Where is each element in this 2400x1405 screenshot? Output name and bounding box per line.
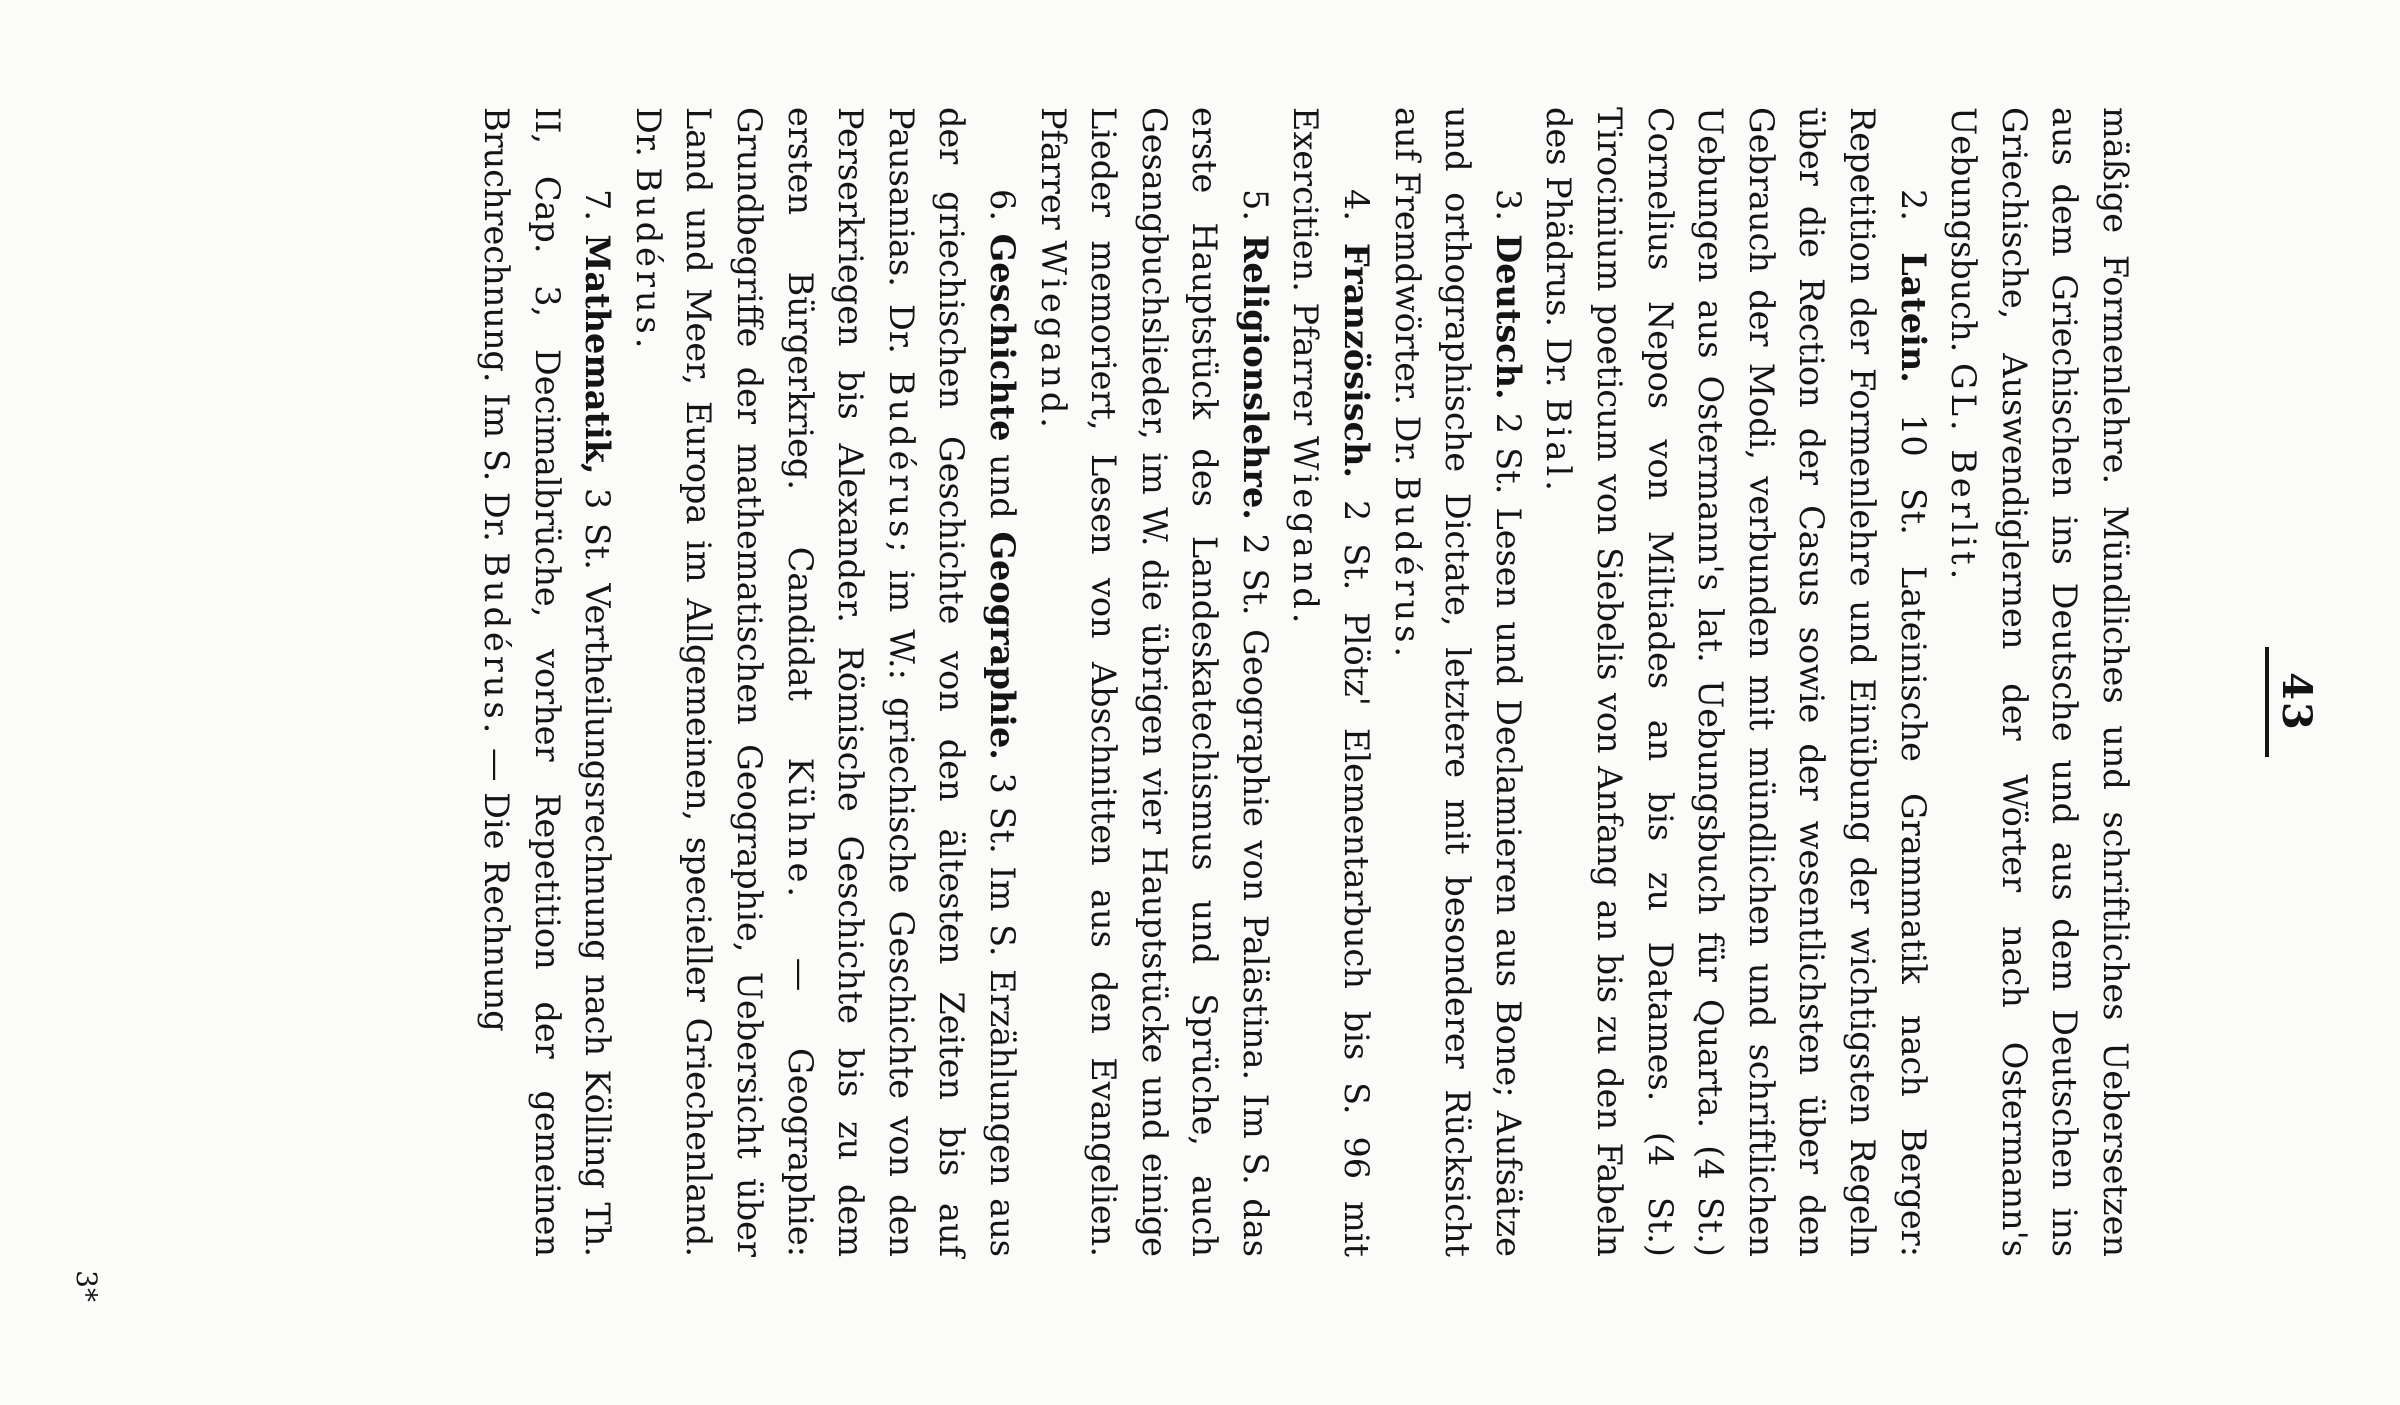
text-run: mäßige Formenlehre. Mündliches und schriftliches Uebersetzen aus dem Griechischen ins Deutsche und aus dem Deutschen ins Griechische, Auswendiglernen der Wörter nach Ostermann's Uebungsbuch. bbox=[1944, 107, 2135, 1257]
text-run: 3 St. Vertheilungsrechnung nach Kölling Th. II, Cap. 3, Decimalbrüche, vorher Repetition der gemeinen Bruchrechnung. Im S. Dr. bbox=[477, 107, 618, 1257]
text-run: 3. bbox=[1488, 189, 1528, 235]
paragraph bbox=[1280, 107, 1381, 1257]
teacher-name: Budérus. bbox=[1387, 476, 1427, 662]
text-run: 2 St. Geographie von Palästina. Im S. das erste Hauptstück des Landeskatechismus und Sprüche, auch Gesangbuchslieder, im W. die übrigen vier Hauptstücke und einige Lieder memoriert, Lesen von Abschnitten aus den Evangelien. Pfarrer bbox=[1033, 107, 1275, 1257]
text-run: 7. bbox=[578, 189, 618, 235]
text-run: 2 St. Lesen und Declamieren aus Bone; Aufsätze und orthographische Dictate, letztere mit besonderer Rücksicht auf Fremdwörter. Dr. bbox=[1387, 107, 1528, 1257]
teacher-name: GL. Berlit. bbox=[1944, 362, 1984, 584]
paragraph bbox=[622, 107, 1027, 1257]
text-run: ; im W.: griechische Geschichte von den Perserkriegen bis Alexander. Römische Geschichte bis zu dem ersten Bürgerkrieg. Candidat bbox=[780, 107, 921, 1257]
subject-heading: Französisch. bbox=[1337, 242, 1377, 479]
text-run: 6. bbox=[982, 189, 1022, 234]
teacher-name: Wiegand. bbox=[1286, 435, 1326, 628]
paragraph bbox=[1027, 107, 1280, 1257]
paragraph bbox=[1381, 107, 1533, 1257]
subject-heading: Religionslehre. bbox=[1235, 234, 1275, 520]
subject-heading: Mathematik, bbox=[578, 234, 618, 475]
paragraph bbox=[1533, 107, 1938, 1257]
text-run: 10 St. Lateinische Grammatik nach Berger: Repetition der Formenlehre und Einübung der wichtigsten Regeln über die Rection der Casus sowie der wesentlichsten über den Gebrauch der Modi, verbunden mit mündlichen und schriftlichen Uebungen aus Ostermann's lat. Uebungsbuch für Quarta. (4 St.) Cornelius Nepos von Miltiades an bis zu Datames. (4 St.) Tirocinium poeticum von Siebelis von Anfang an bis zu den Fabeln des Phädrus. Dr. bbox=[1539, 107, 1933, 1257]
header-rule bbox=[2265, 647, 2269, 757]
teacher-name: Budérus. bbox=[628, 167, 668, 353]
paragraph bbox=[1938, 107, 2140, 1257]
teacher-name: Wiegand. bbox=[1033, 240, 1073, 432]
text-run: und bbox=[982, 441, 1022, 532]
paragraph bbox=[470, 107, 622, 1257]
text-run: 5. bbox=[1235, 189, 1275, 235]
teacher-name: Kühne. bbox=[780, 757, 820, 902]
text-run: 3 St. Im S. Erzählungen aus der griechischen Geschichte von den ältesten Zeiten bis auf Pausanias. Dr. bbox=[881, 107, 1022, 1257]
text-run: 2. bbox=[1893, 189, 1933, 253]
rotated-book-page bbox=[50, 12, 2350, 1392]
teacher-name: Budérus bbox=[881, 371, 921, 542]
teacher-name: Bial. bbox=[1539, 398, 1579, 495]
subject-heading: Latein. bbox=[1893, 252, 1933, 383]
subject-heading: Deutsch. bbox=[1488, 234, 1528, 400]
teacher-name: Budérus. bbox=[477, 552, 516, 738]
text-run: 2 St. Plötz' Elementarbuch bis S. 96 mit Exercitien. Pfarrer bbox=[1286, 107, 1377, 1257]
page-number: 43 bbox=[2273, 672, 2320, 732]
signature-mark: 3* bbox=[70, 1270, 103, 1302]
page-header bbox=[2265, 12, 2320, 1392]
text-run: — Geographie: Grundbegriffe der mathematischen Geographie, Uebersicht über Land und Meer, Europa im Allgemeinen, specieller Griechenland. Dr. bbox=[628, 107, 820, 1257]
body-text bbox=[470, 107, 2140, 1257]
subject-heading: Geographie. bbox=[982, 531, 1022, 760]
text-run: — Die Rechnung bbox=[477, 737, 516, 1032]
subject-heading: Geschichte bbox=[982, 233, 1022, 442]
text-run: 4. bbox=[1337, 189, 1377, 243]
